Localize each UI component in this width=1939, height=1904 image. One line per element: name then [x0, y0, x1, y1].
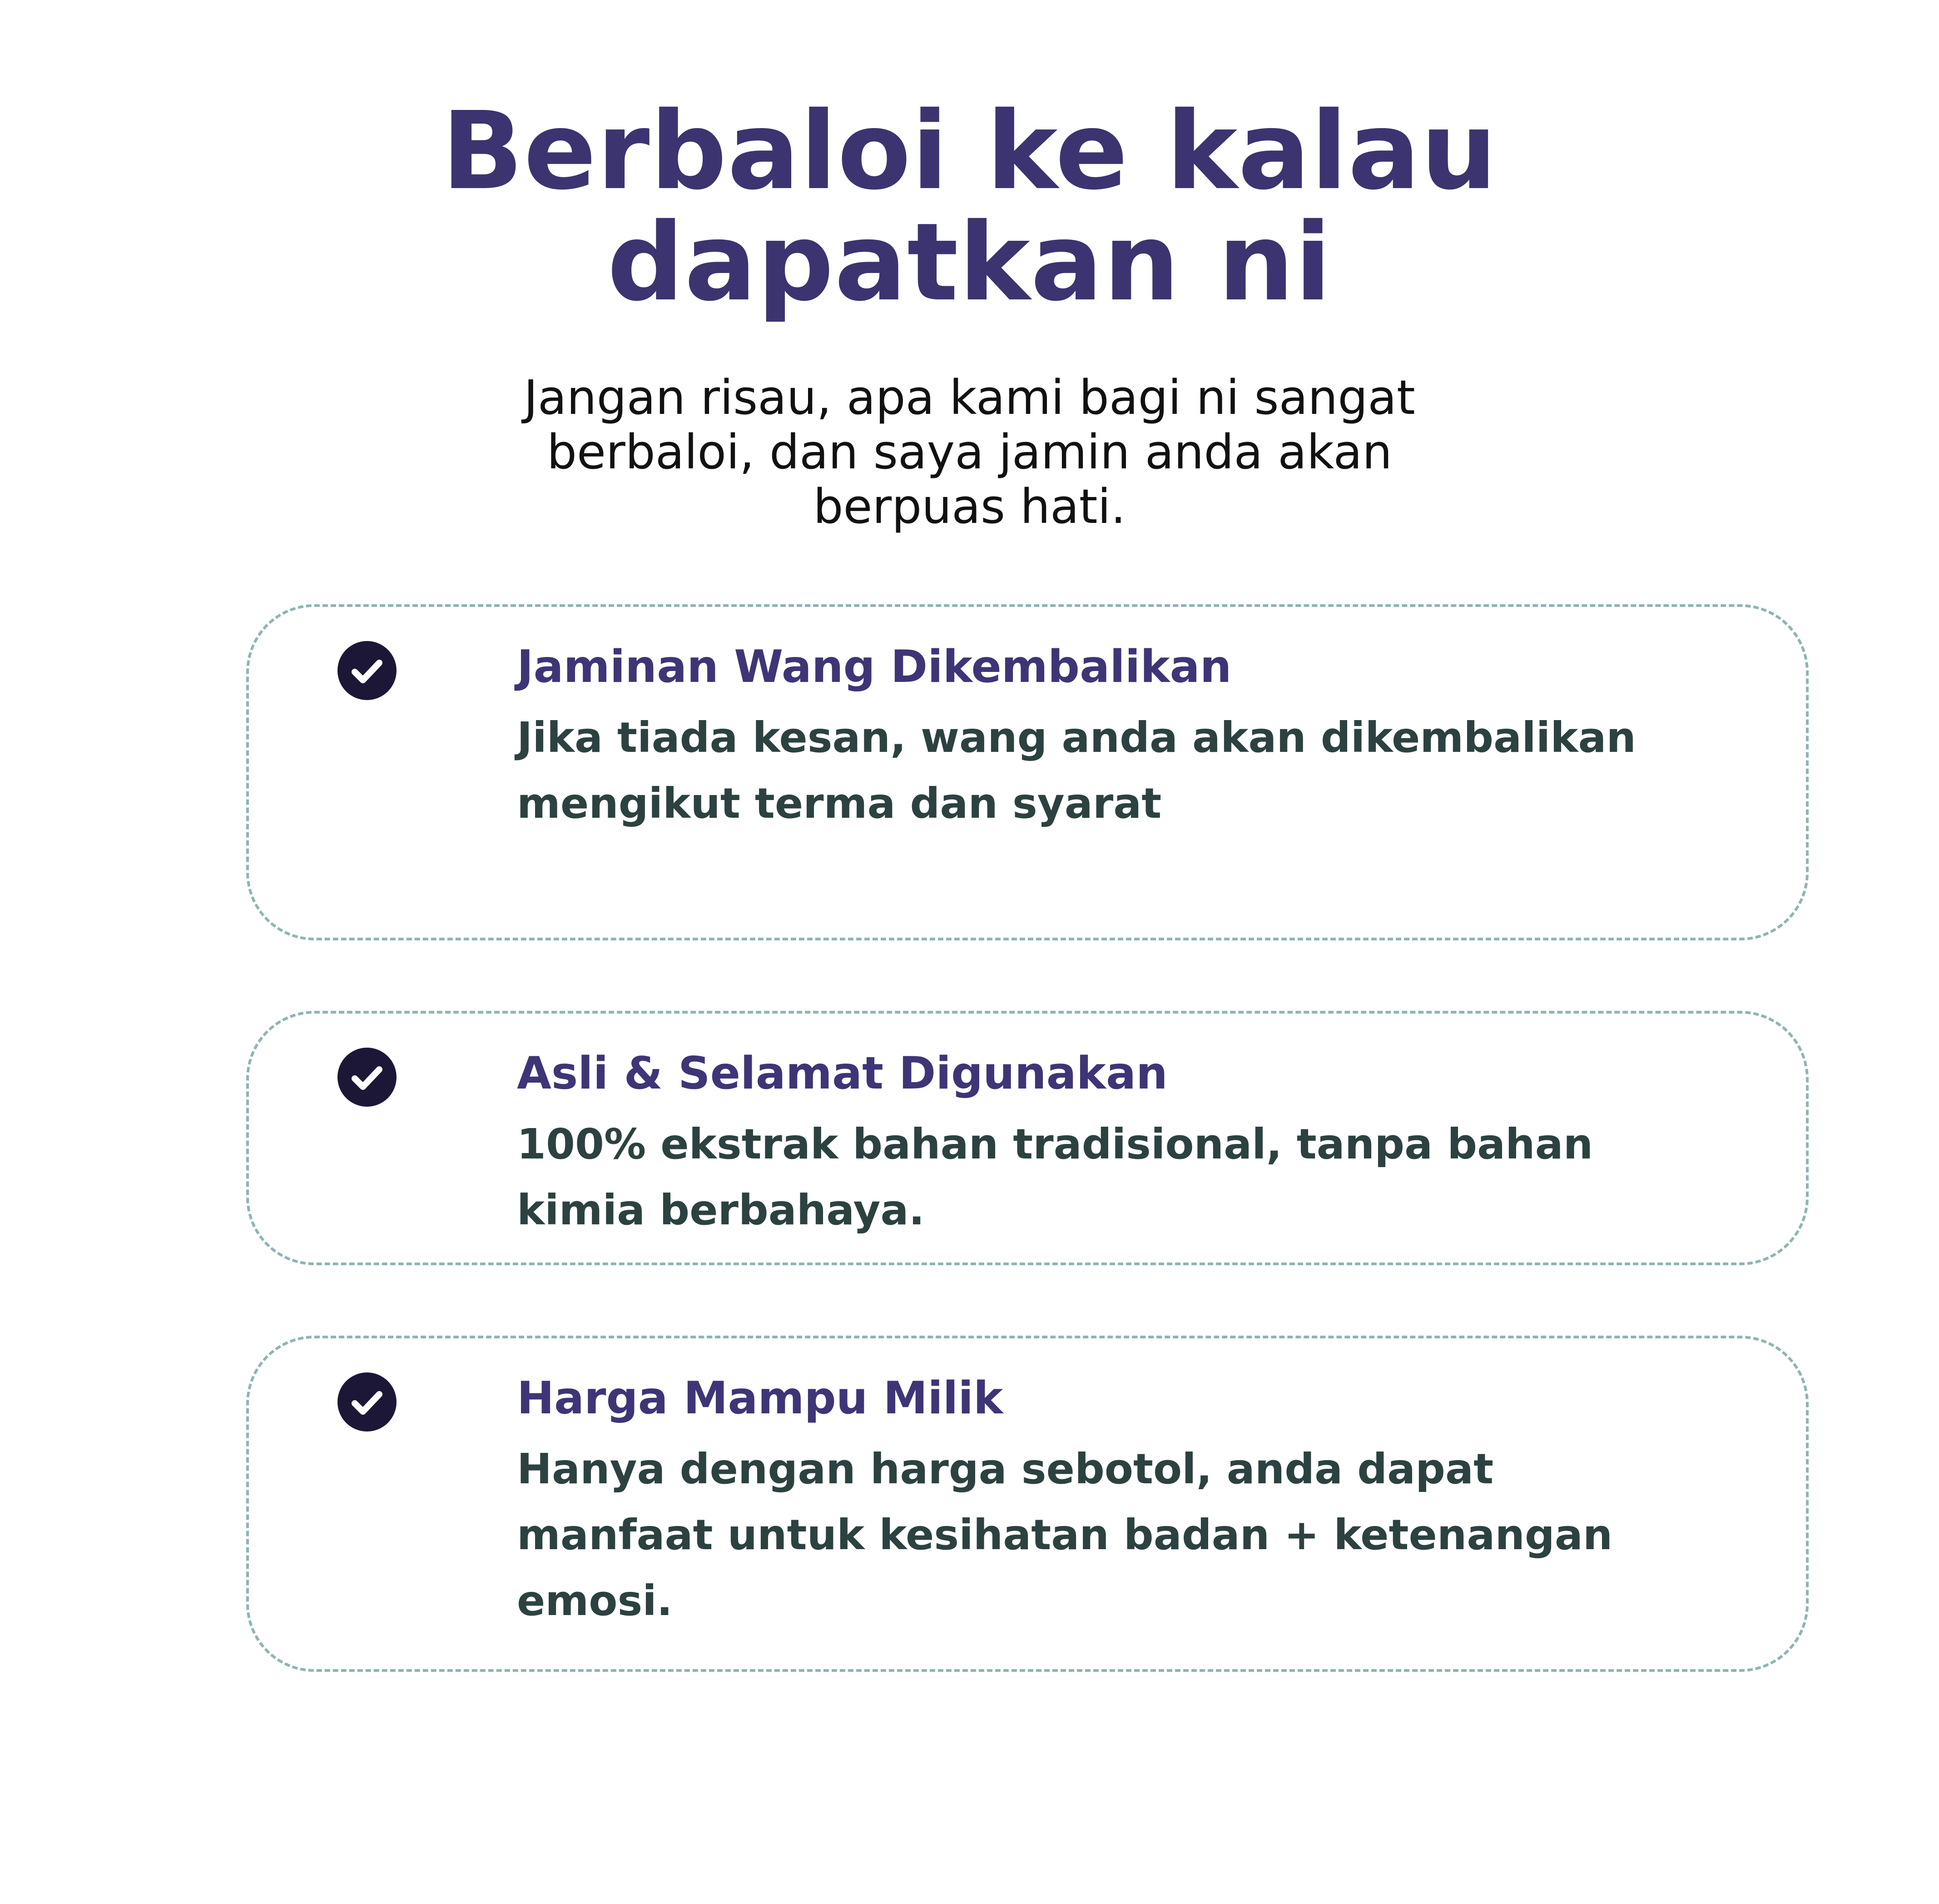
subheadline-line-2: berbaloi, dan saya jamin anda akan [546, 424, 1393, 480]
benefit-description [517, 1111, 1680, 1243]
benefit-description [517, 705, 1680, 836]
headline-line-2: dapatkan ni [607, 200, 1332, 325]
check-circle-icon [337, 641, 397, 700]
benefit-title: Asli & Selamat Digunakan [517, 1048, 1168, 1099]
benefit-card-original-safe [246, 1011, 1809, 1265]
subheadline-line-3: berpuas hati. [813, 479, 1126, 534]
benefit-description-line: kimia berbahaya. [517, 1186, 925, 1234]
check-circle-icon [337, 1372, 397, 1432]
benefit-description-line: Hanya dengan harga sebotol, anda dapat [517, 1445, 1494, 1493]
benefit-description-line: mengikut terma dan syarat [517, 779, 1162, 828]
headline-line-1: Berbaloi ke kalau [441, 89, 1498, 214]
benefit-description-line: Jika tiada kesan, wang anda akan dikembalikan [517, 713, 1636, 762]
benefit-title: Jaminan Wang Dikembalikan [517, 641, 1232, 693]
benefit-title: Harga Mampu Milik [517, 1372, 1003, 1424]
subheadline-line-1: Jangan risau, apa kami bagi ni sangat [524, 370, 1415, 425]
benefit-card-money-back [246, 604, 1809, 940]
page-headline [0, 89, 1939, 325]
benefit-description-line: 100% ekstrak bahan tradisional, tanpa bahan [517, 1120, 1593, 1168]
benefit-description-line: manfaat untuk kesihatan badan + ketenangan [517, 1511, 1613, 1559]
page-subheadline [0, 370, 1939, 534]
check-circle-icon [337, 1048, 397, 1107]
benefit-card-affordable [246, 1336, 1809, 1672]
benefit-description [517, 1436, 1680, 1634]
benefit-description-line: emosi. [517, 1576, 673, 1625]
